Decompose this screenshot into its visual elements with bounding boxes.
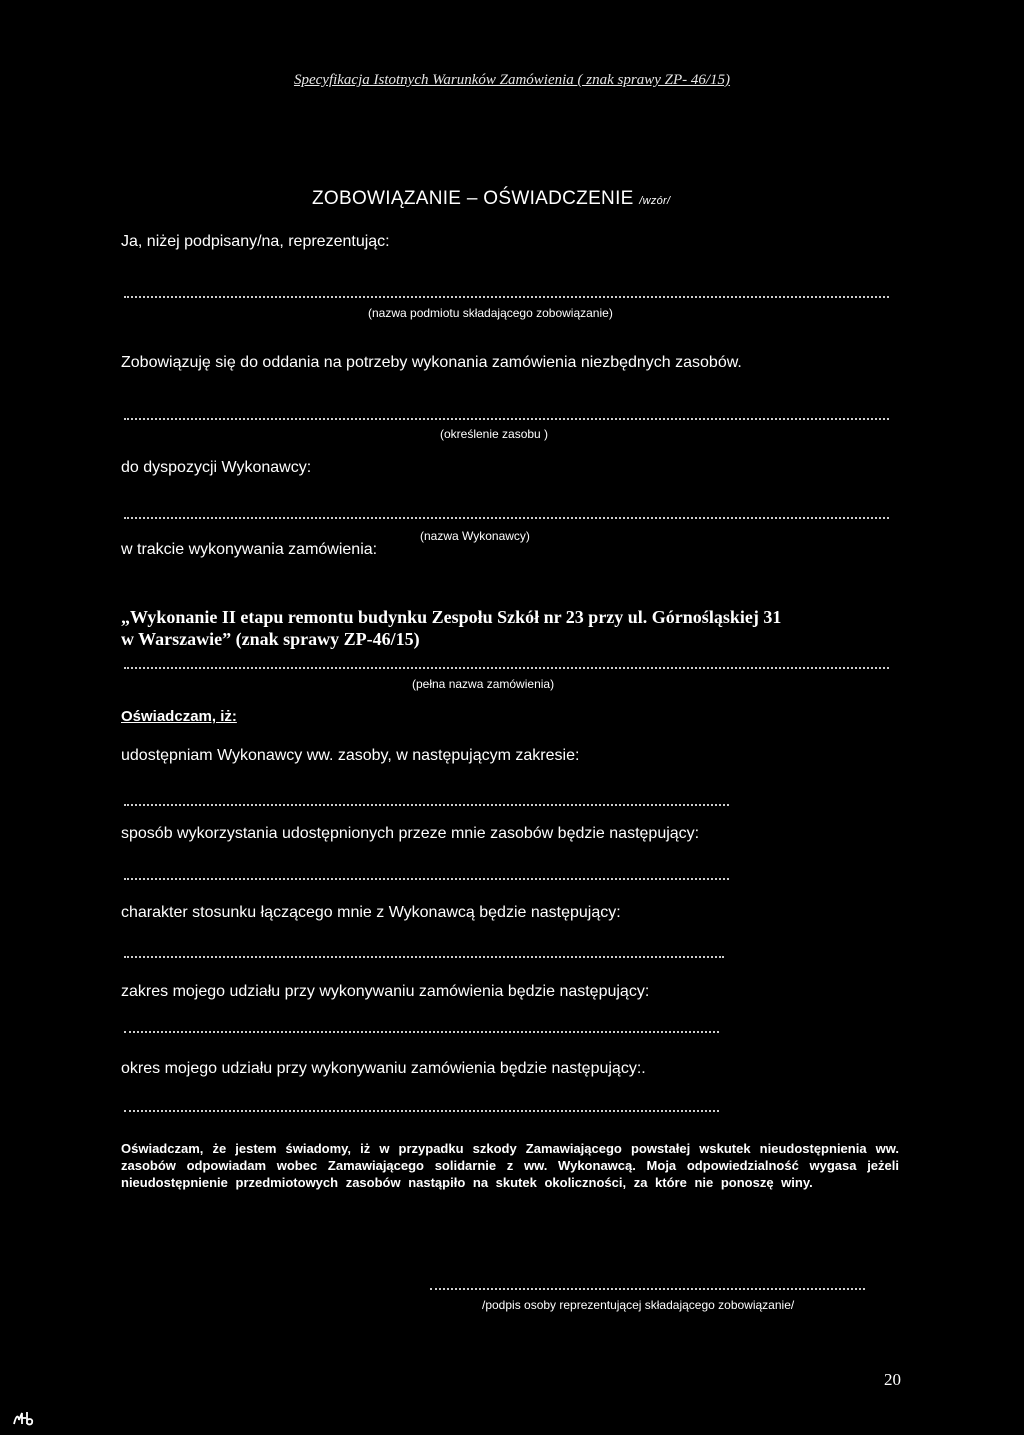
declare-heading: Oświadczam, iż:: [121, 708, 237, 725]
resource-field-line[interactable]: [124, 418, 889, 420]
signature-caption: /podpis osoby reprezentującej składającego zobowiązanie/: [482, 1298, 795, 1312]
participation-scope-field-line[interactable]: [124, 1031, 719, 1033]
order-field-line[interactable]: [124, 667, 889, 669]
item-scope: udostępniam Wykonawcy ww. zasoby, w następującym zakresie:: [121, 747, 580, 764]
item-participation-scope: zakres mojego udziału przy wykonywaniu zamówienia będzie następujący:: [121, 983, 650, 1000]
item-usage: sposób wykorzystania udostępnionych przeze mnie zasobów będzie następujący:: [121, 825, 700, 842]
participation-period-field-line[interactable]: [124, 1110, 719, 1112]
document-header: Specyfikacja Istotnych Warunków Zamówienia ( znak sprawy ZP- 46/15): [293, 72, 731, 88]
initials-mark: [12, 1410, 36, 1428]
liability-paragraph: Oświadczam, że jestem świadomy, iż w przypadku szkody Zamawiającego powstałej wskutek nieudostępnienia ww. zasobów odpowiadam wobec Zamawiającego solidarnie z ww. Wykonawcą. Moja odpowiedzialność wygasa jeżeli nieudostępnienie przedmiotowych zasobów nastąpiło na skutek okoliczności, za które nie ponoszę winy.: [121, 1141, 899, 1190]
commit-line: Zobowiązuję się do oddania na potrzeby wykonania zamówienia niezbędnych zasobów.: [121, 354, 742, 371]
page-number: 20: [884, 1370, 901, 1389]
item-relationship: charakter stosunku łączącego mnie z Wykonawcą będzie następujący:: [121, 904, 621, 921]
caption-order: (pełna nazwa zamówienia): [412, 677, 555, 691]
signature-field-line[interactable]: [430, 1288, 865, 1290]
order-name-line1: „Wykonanie II etapu remontu budynku Zespołu Szkół nr 23 przy ul. Górnośląskiej 31: [121, 607, 782, 627]
handwritten-initials: [12, 1410, 36, 1433]
contractor-field-line[interactable]: [124, 517, 889, 519]
title-suffix: /wzór/: [639, 195, 671, 207]
relationship-field-line[interactable]: [124, 956, 724, 958]
caption-contractor: (nazwa Wykonawcy): [420, 529, 530, 543]
label-during: w trakcie wykonywania zamówienia:: [121, 541, 378, 558]
caption-entity: (nazwa podmiotu składającego zobowiązanie): [368, 306, 613, 320]
usage-field-line[interactable]: [124, 878, 729, 880]
label-disposal: do dyspozycji Wykonawcy:: [121, 459, 312, 476]
intro-text: Ja, niżej podpisany/na, reprezentując:: [121, 233, 390, 250]
caption-resource: (określenie zasobu ): [440, 427, 549, 441]
order-name-line2: w Warszawie” (znak sprawy ZP-46/15): [121, 629, 420, 649]
item-participation-period: okres mojego udziału przy wykonywaniu zamówienia będzie następujący:.: [121, 1060, 646, 1077]
entity-field-line[interactable]: [124, 296, 889, 298]
scope-field-line[interactable]: [124, 804, 729, 806]
page-title: [312, 188, 670, 210]
title-main: ZOBOWIĄZANIE – OŚWIADCZENIE: [312, 188, 634, 209]
